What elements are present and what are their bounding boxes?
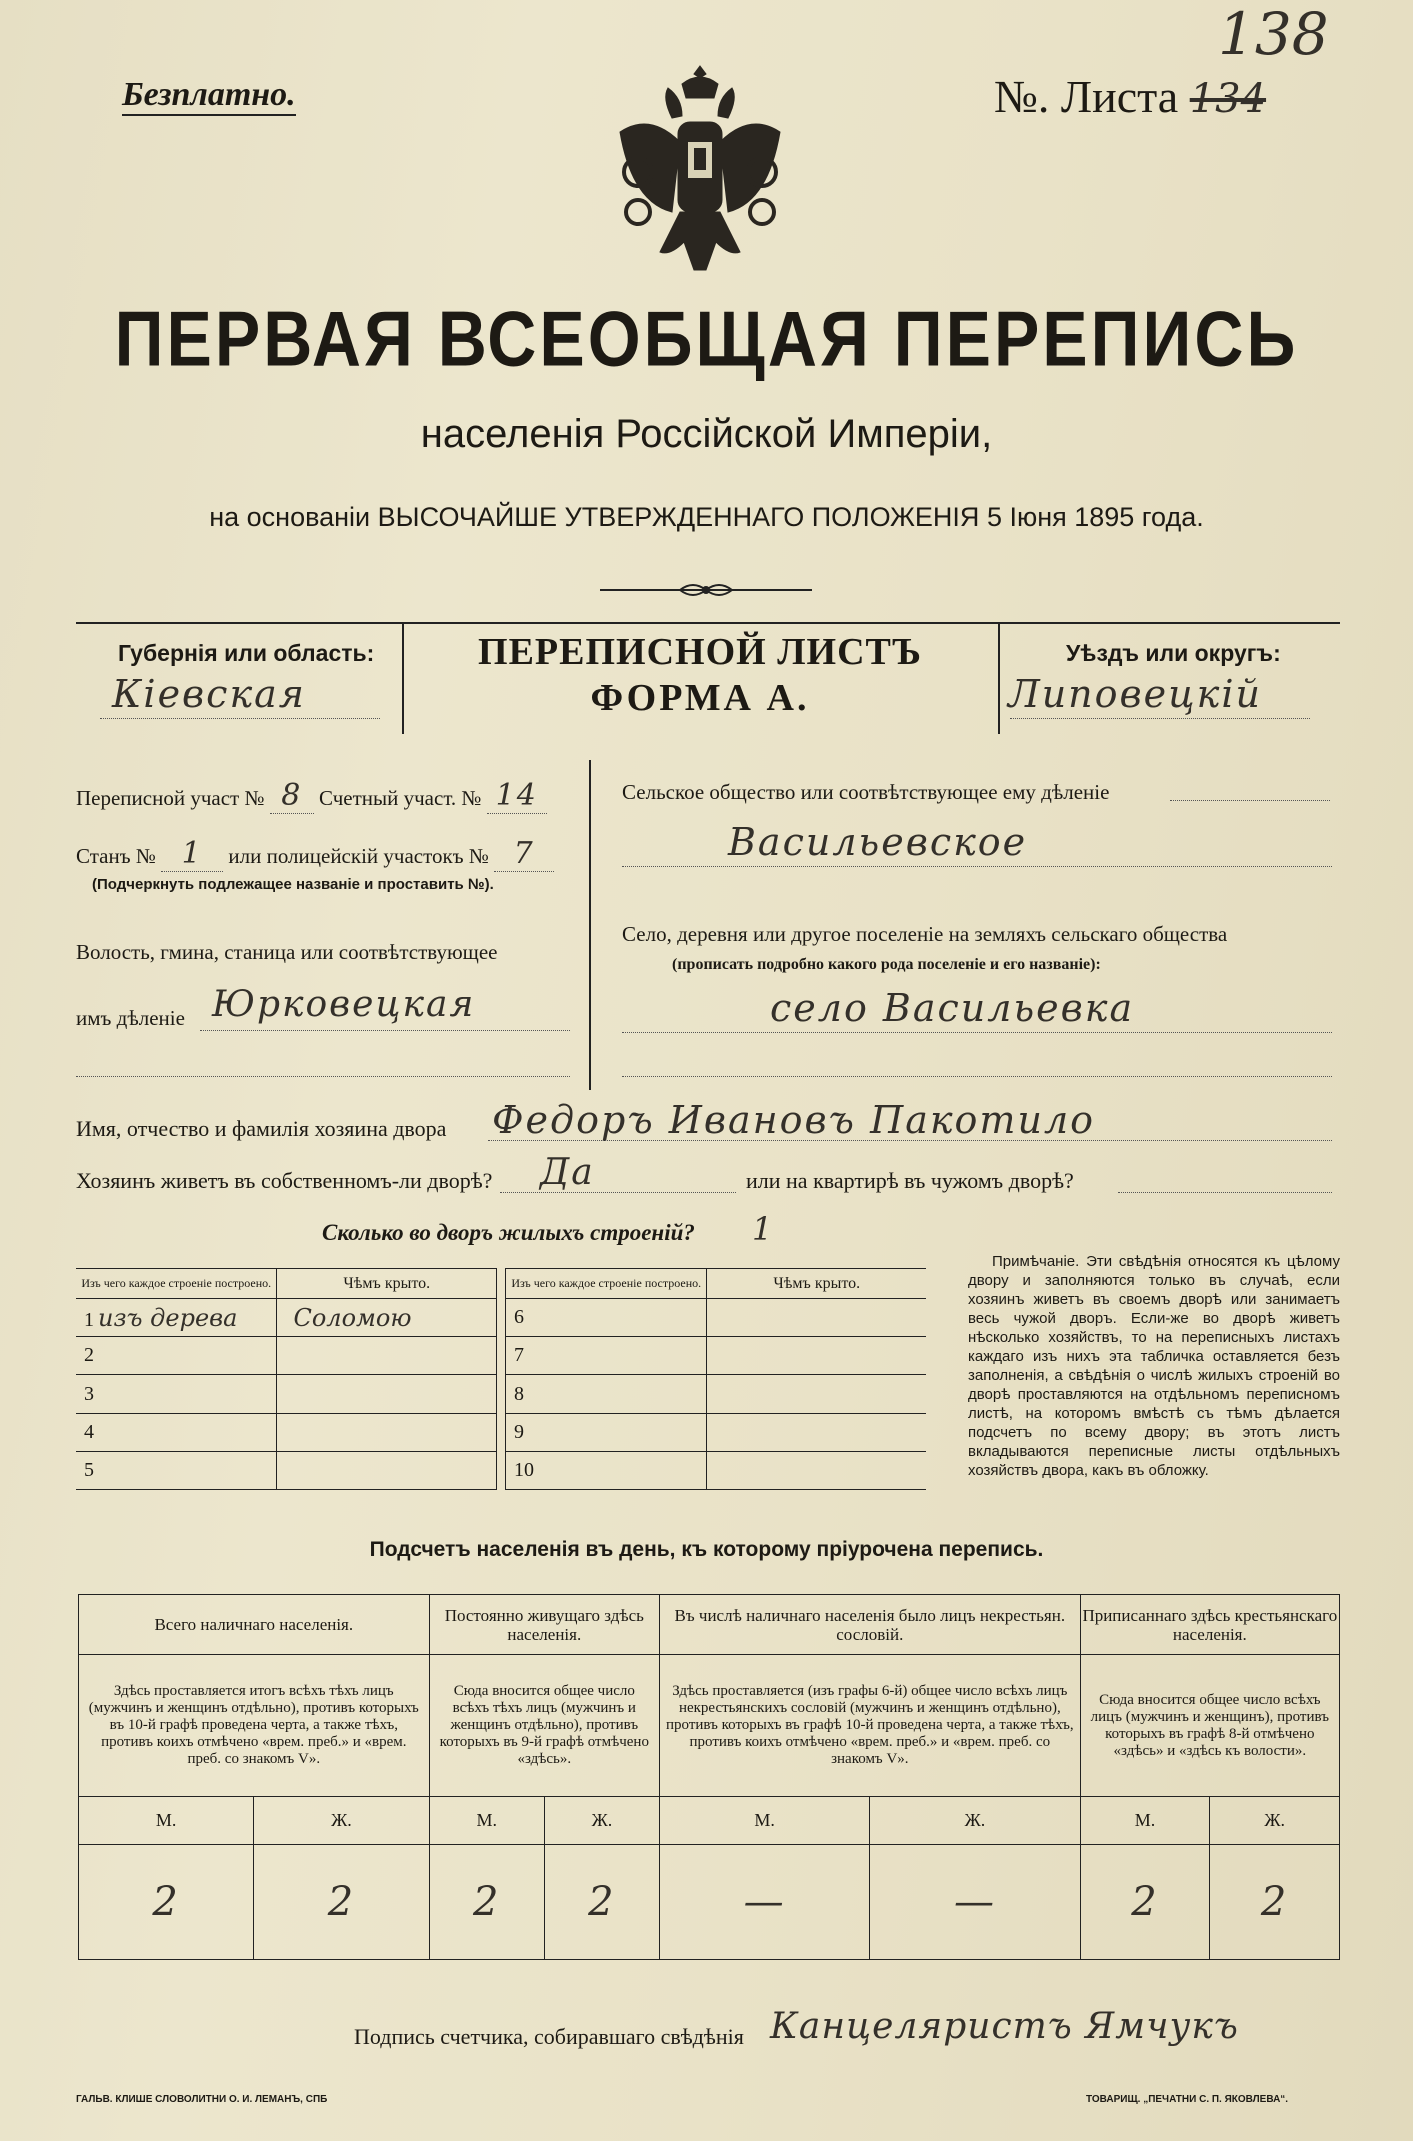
stan-value: 1 [161,836,223,872]
buildings-note [968,1252,1340,1480]
population-desc-peasant-text: Сюда вносится общее число всѣхъ лицъ (мужчинъ и женщинъ), противъ которыхъ въ графѣ 8-й отмѣчено «здѣсь» и «здѣсь къ волости». [1090,1691,1329,1759]
census-title: ПЕРВАЯ ВСЕОБЩАЯ ПЕРЕПИСЬ [114,295,1299,383]
population-desc-total-text: Здѣсь проставляется итогъ всѣхъ тѣхъ лицъ (мужчинъ и женщинъ отдѣльно), противъ которыхъ въ 10-й графѣ проведена черта, а также тѣхъ, противъ коихъ отмѣчено «врем. преб.» и «врем. преб. со знакомъ V». [88,1683,419,1768]
peasant-female-cell [1210,1845,1340,1960]
nonpeasant-female-cell [870,1845,1080,1960]
peasant-female-value: 2 [1260,1879,1289,1926]
table-row [79,1845,1340,1960]
building-roof-cell [707,1337,926,1375]
female-header [254,1796,429,1844]
volost-extra-line [76,1076,570,1077]
population-desc-nonpeasant-text: Здѣсь проставляется (изъ графы 6-й) общее число всѣхъ лицъ некрестьянскихъ сословій (мужчинъ и женщинъ отдѣльно), противъ которыхъ въ графѣ 10-й проведена черта, а также тѣхъ, противъ коихъ отмѣчено «врем. преб.» и «врем. преб. со знакомъ V». [665,1683,1074,1768]
obshchestvo-value: Васильевское [728,820,1028,864]
schet-label: Счетный участ. № [319,786,482,810]
male-header [659,1796,869,1844]
population-desc-peasant [1080,1655,1339,1796]
building-roof-cell [277,1451,497,1489]
male-header-text: М. [476,1809,497,1830]
uchast-value: 8 [270,778,314,814]
police-value: 7 [494,836,554,872]
building-roof-cell [707,1451,926,1489]
building-material-cell [76,1299,277,1337]
basis-caps: ВЫСОЧАЙШЕ УТВЕРЖДЕННАГО ПОЛОЖЕНІЯ [377,502,980,532]
buildings-material-head-text: Изъ чего каждое строеніе построено. [81,1276,272,1291]
row-number: 2 [84,1344,94,1367]
peasant-male-cell [1080,1845,1210,1960]
uezd-label: Уѣздъ или округъ: [1066,640,1281,666]
sheet-number-struck: 134 [1189,76,1267,122]
buildings-material-head-text-2: Изъ чего каждое строеніе построено. [511,1276,702,1291]
building-material-cell [76,1413,277,1451]
owner-name-value: Федоръ Ивановъ Пакотило [492,1098,1096,1142]
imperial-eagle-icon [600,62,800,282]
signature-value: Канцеляристъ Ямчукъ [770,2006,1239,2047]
buildings-gap [496,1413,505,1451]
population-head-peasant-text: Приписаннаго здѣсь крестьянскаго населенія. [1082,1605,1338,1644]
building-roof-cell [277,1375,497,1413]
female-header [870,1796,1080,1844]
total-male-cell [79,1845,254,1960]
building-material-cell [506,1299,707,1337]
selo-line [622,1032,1332,1033]
row-number: 9 [514,1420,524,1443]
male-header [1080,1796,1210,1844]
table-row [76,1451,926,1489]
basis-line [0,502,1413,533]
selo-note: (прописать подробно какого рода поселеніе и его названіе): [672,956,1101,973]
volost-label2: имъ дѣленіе [76,1006,185,1030]
population-head-permanent-text: Постоянно живущаго здѣсь населенія. [444,1605,644,1644]
table-row [76,1337,926,1375]
stan-row [76,836,554,872]
female-header-text: Ж. [331,1809,352,1830]
population-desc-total [79,1655,430,1796]
uezd-value: Липовецкій [1008,672,1262,716]
male-header-text: М. [754,1809,775,1830]
building-roof-value: Соломою [293,1303,412,1332]
population-desc-permanent [429,1655,659,1796]
buildings-gap [496,1451,505,1489]
gubernia-line [100,718,380,719]
building-material-value: изъ дерева [98,1303,238,1332]
ornament-divider-icon [600,578,812,602]
uchast-row [76,778,547,814]
gubernia-value: Кіевская [112,672,306,716]
permanent-male-cell [429,1845,544,1960]
building-roof-cell [277,1413,497,1451]
building-roof-cell [707,1413,926,1451]
buildings-roof-head [277,1269,497,1299]
row-number: 6 [514,1306,524,1329]
uchast-label: Переписной участ № [76,786,265,810]
owner-name-line [488,1140,1332,1141]
uezd-line [1010,718,1310,719]
nonpeasant-male-cell [659,1845,869,1960]
row-number: 7 [514,1344,524,1367]
sheet-number-handwritten: 138 [1218,0,1329,68]
owner-own-label: Хозяинъ живетъ въ собственномъ-ли дворѣ? [76,1168,493,1193]
obshchestvo-label-line [1170,800,1330,801]
nonpeasant-female-value: — [953,1879,996,1926]
volost-label: Волость, гмина, станица или соотвѣтствующее [76,940,498,964]
male-header-text: М. [1134,1809,1156,1830]
building-material-cell [76,1375,277,1413]
row-number: 5 [84,1458,94,1481]
population-head-total-text: Всего наличнаго населенія. [154,1615,354,1635]
male-header [79,1796,254,1844]
population-head-permanent [429,1595,659,1655]
building-material-cell [506,1337,707,1375]
row-number: 4 [84,1420,94,1443]
buildings-gap [496,1269,505,1299]
permanent-male-value: 2 [472,1879,501,1926]
building-count-label: Сколько во дворъ жилыхъ строеній? [322,1220,695,1245]
building-material-cell [506,1451,707,1489]
nonpeasant-male-value: — [743,1879,786,1926]
form-title-line2: ФОРМА А. [590,677,810,719]
female-header [1210,1796,1340,1844]
volost-line [200,1030,570,1031]
male-header [429,1796,544,1844]
buildings-note-text: Эти свѣдѣнія относятся къ цѣлому двору и заполняются только въ случаѣ, если хозяинъ живетъ въ своемъ дворѣ или занимаетъ весь чужой дворъ. Если-же во дворѣ живетъ нѣсколько хозяйствъ, то на переписныхъ листахъ каждаго изъ нихъ эта табличка оставляется безъ заполненія, а свѣдѣнія о числѣ жилыхъ строеній во дворѣ проставляются на отдѣльномъ переписномъ листѣ, на которомъ вмѣстѣ съ тѣмъ дѣлается подсчетъ по всему двору; въ этотъ листъ вкладываются переписные листы отдѣльныхъ хозяйствъ двора, какъ въ обложку. [968,1253,1340,1479]
obshchestvo-label: Сельское общество или соотвѣтствующее ему дѣленіе [622,780,1110,804]
population-head-peasant [1080,1595,1339,1655]
owner-name-label: Имя, отчество и фамилія хозяина двора [76,1116,447,1141]
population-desc-nonpeasant [659,1655,1080,1796]
row-number: 8 [514,1382,524,1405]
buildings-roof-head-2 [707,1269,926,1299]
building-roof-cell [707,1299,926,1337]
building-material-cell [76,1337,277,1375]
female-header-text: Ж. [1264,1809,1285,1830]
owner-own-value: Да [540,1152,595,1193]
sheet-number-label [994,70,1266,123]
volost-value: Юрковецкая [212,984,476,1025]
permanent-female-cell [544,1845,659,1960]
stan-label: Станъ № [76,844,156,868]
population-desc-permanent-text: Сюда вносится общее число всѣхъ тѣхъ лицъ (мужчинъ и женщинъ отдѣльно), противъ которыхъ въ 9-й графѣ отмѣчено «здѣсь». [439,1683,649,1768]
selo-value: село Васильевка [770,986,1135,1030]
female-header [544,1796,659,1844]
population-head-total [79,1595,430,1655]
female-header-text: Ж. [964,1809,986,1830]
buildings-material-head-2 [506,1269,707,1299]
building-roof-cell [277,1299,497,1337]
obshchestvo-line [622,866,1332,867]
census-subtitle: населенія Россійской Имперіи, [420,412,993,456]
buildings-material-head [76,1269,277,1299]
schet-value: 14 [487,778,547,814]
gubernia-label: Губернія или область: [118,640,375,666]
printer-right: ТОВАРИЩ. „ПЕЧАТНИ С. П. ЯКОВЛЕВА“. [1086,2094,1289,2105]
peasant-male-value: 2 [1131,1879,1159,1926]
buildings-roof-head-text: Чѣмъ крыто. [343,1275,431,1293]
population-head-nonpeasant-text: Въ числѣ наличнаго населенія было лицъ некрестьян. сословій. [674,1605,1066,1644]
buildings-gap [496,1299,505,1337]
row-number: 10 [514,1458,534,1481]
owner-own-line [500,1192,736,1193]
sheet-number-text: №. Листа [994,71,1179,122]
owner-rent-label: или на квартирѣ въ чужомъ дворѣ? [746,1168,1074,1193]
buildings-table [76,1268,926,1490]
building-material-cell [506,1375,707,1413]
stan-note: (Подчеркнуть подлежащее названіе и проставить №). [92,876,494,893]
basis-suffix: 5 Іюня 1895 года. [986,502,1204,532]
building-roof-cell [277,1337,497,1375]
owner-rent-line [1118,1192,1332,1193]
table-row [76,1299,926,1337]
selo-label: Село, деревня или другое поселеніе на земляхъ сельскаго общества [622,922,1228,946]
printer-left: ГАЛЬВ. КЛИШЕ СЛОВОЛИТНИ О. И. ЛЕМАНЪ, СПБ [76,2094,328,2105]
population-title: Подсчетъ населенія въ день, къ которому пріурочена перепись. [369,1538,1044,1561]
row-number: 3 [84,1382,94,1405]
female-header-text: Ж. [591,1809,613,1830]
buildings-note-title: Примѣчаніе. [992,1253,1080,1270]
buildings-gap [496,1337,505,1375]
buildings-roof-head-text-2: Чѣмъ крыто. [773,1275,861,1293]
signature-label: Подпись счетчика, собиравшаго свѣдѣнія [354,2024,744,2049]
buildings-gap [496,1375,505,1413]
total-male-value: 2 [152,1879,180,1926]
total-female-cell [254,1845,429,1960]
building-roof-cell [707,1375,926,1413]
police-label: или полицейскій участокъ № [228,844,489,868]
permanent-female-value: 2 [588,1879,616,1926]
free-label: Безплатно. [122,76,296,116]
table-row [76,1375,926,1413]
building-material-cell [76,1451,277,1489]
population-table [78,1594,1340,1960]
basis-prefix: на основаніи [209,502,371,532]
form-title-line1: ПЕРЕПИСНОЙ ЛИСТЪ [478,631,922,673]
building-count-value: 1 [752,1210,775,1248]
middle-divider [589,760,591,1090]
building-material-cell [506,1413,707,1451]
male-header-text: М. [155,1809,177,1830]
total-female-value: 2 [327,1879,356,1926]
selo-extra-line [622,1076,1332,1077]
row-number: 1 [84,1308,94,1331]
population-head-nonpeasant [659,1595,1080,1655]
table-row [76,1413,926,1451]
